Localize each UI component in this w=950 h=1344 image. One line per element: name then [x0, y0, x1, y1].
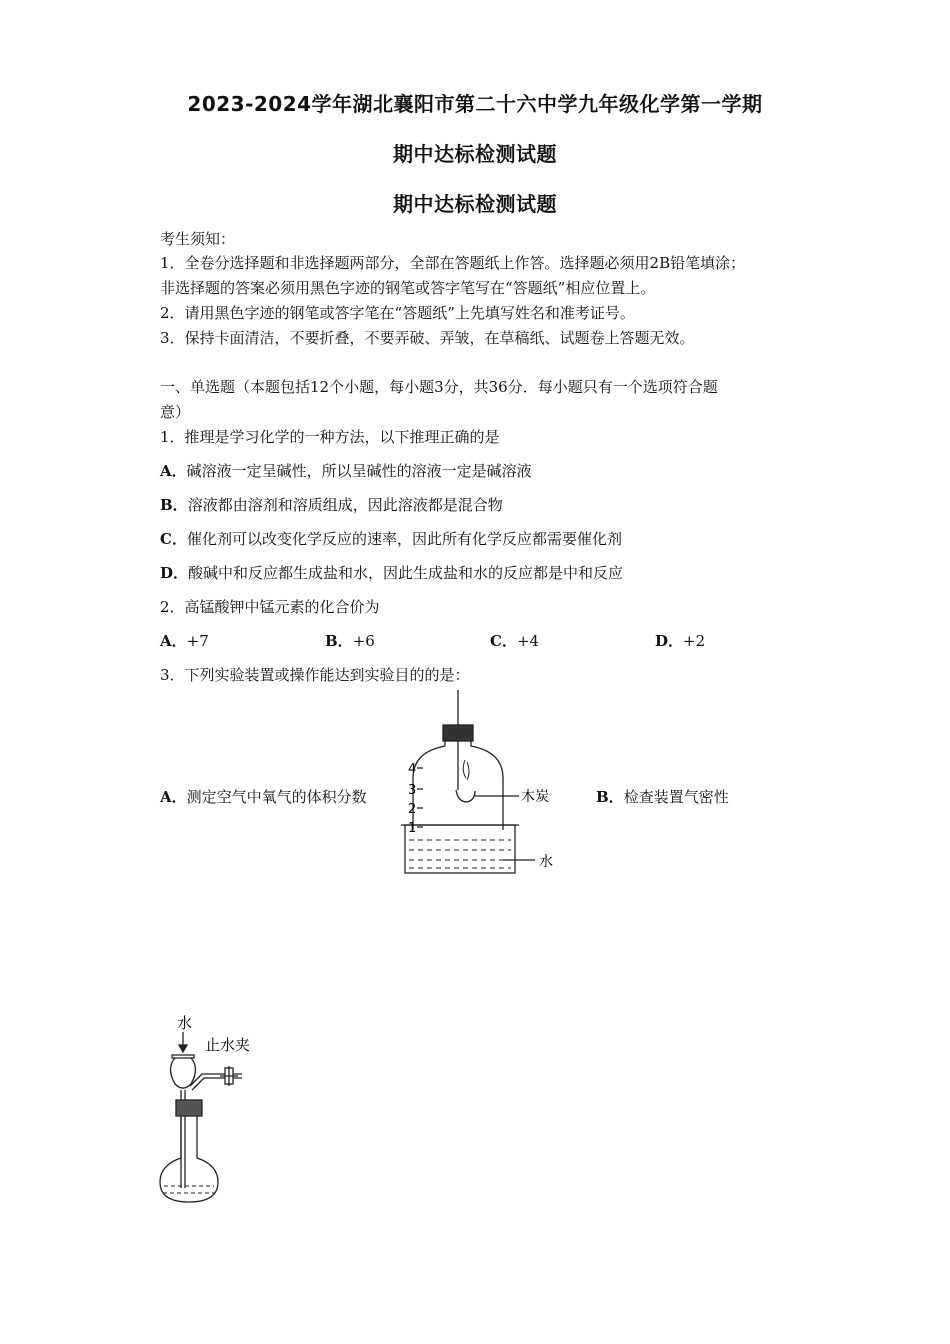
option-text: 碱溶液一定呈碱性，所以呈碱性的溶液一定是碱溶液 — [186, 462, 532, 480]
option-text: 测定空气中氧气的体积分数 — [186, 788, 367, 806]
page-subtitle-repeat: 期中达标检测试题 — [393, 192, 557, 216]
option-text: +6 — [352, 632, 375, 650]
question-3-stem: 3．下列实验装置或操作能达到实验目的的是： — [160, 666, 470, 684]
notice-item: 非选择题的答案必须用黑色字迹的钢笔或答字笔写在“答题纸”相应位置上。 — [160, 279, 656, 297]
q2-option-b — [325, 630, 375, 651]
q3-option-a — [160, 786, 367, 807]
option-label: A． — [160, 462, 187, 480]
water-label: 水 — [177, 1014, 193, 1032]
option-text: 催化剂可以改变化学反应的速率，因此所有化学反应都需要催化剂 — [186, 530, 622, 548]
option-text: +2 — [683, 632, 706, 650]
figure-bell-jar-charcoal — [395, 690, 570, 885]
scale-label: 4 — [408, 762, 417, 777]
option-label: B． — [596, 788, 624, 806]
q1-option-a — [160, 460, 532, 481]
option-label: B． — [325, 632, 353, 650]
page-title: 2023-2024学年湖北襄阳市第二十六中学九年级化学第一学期 — [187, 92, 763, 116]
figure-flask-airtightness — [150, 1010, 280, 1210]
notice-item: 1．全卷分选择题和非选择题两部分，全部在答题纸上作答。选择题必须用2B铅笔填涂； — [160, 254, 746, 272]
option-label: A． — [160, 632, 187, 650]
option-label: D． — [160, 564, 189, 582]
section-heading: 一、单选题（本题包括12个小题，每小题3分，共36分．每小题只有一个选项符合题 — [160, 378, 718, 396]
section-heading-cont: 意） — [160, 403, 191, 421]
water-label: 水 — [539, 854, 553, 870]
scale-label: 2 — [408, 802, 417, 817]
scale-label: 3 — [408, 783, 417, 798]
option-label: B． — [160, 496, 188, 514]
notice-item: 3．保持卡面清洁，不要折叠，不要弄破、弄皱，在草稿纸、试题卷上答题无效。 — [160, 329, 695, 347]
option-text: 检查装置气密性 — [623, 788, 729, 806]
option-label: D． — [655, 632, 684, 650]
question-1-stem: 1．推理是学习化学的一种方法，以下推理正确的是 — [160, 428, 500, 446]
q1-option-b — [160, 494, 503, 515]
option-label: C． — [490, 632, 517, 650]
scale-label: 1 — [408, 821, 417, 836]
option-text: 酸碱中和反应都生成盐和水，因此生成盐和水的反应都是中和反应 — [188, 564, 624, 582]
option-text: +4 — [516, 632, 540, 650]
option-label: A． — [160, 788, 187, 806]
q2-option-d — [655, 630, 705, 651]
clamp-label: 止水夹 — [205, 1036, 251, 1054]
q3-option-b — [596, 786, 729, 807]
option-label: C． — [160, 530, 187, 548]
q2-option-c — [490, 630, 539, 651]
option-text: +7 — [186, 632, 209, 650]
notice-heading: 考生须知： — [160, 230, 236, 248]
page-subtitle: 期中达标检测试题 — [393, 142, 557, 166]
q1-option-c — [160, 528, 622, 549]
option-text: 溶液都由溶剂和溶质组成，因此溶液都是混合物 — [187, 496, 503, 514]
q2-option-a — [160, 630, 209, 651]
notice-item: 2．请用黑色字迹的钢笔或答字笔在“答题纸”上先填写姓名和准考证号。 — [160, 304, 635, 322]
charcoal-label: 木炭 — [521, 789, 549, 805]
q1-option-d — [160, 562, 623, 583]
question-2-stem: 2．高锰酸钾中锰元素的化合价为 — [160, 598, 380, 616]
